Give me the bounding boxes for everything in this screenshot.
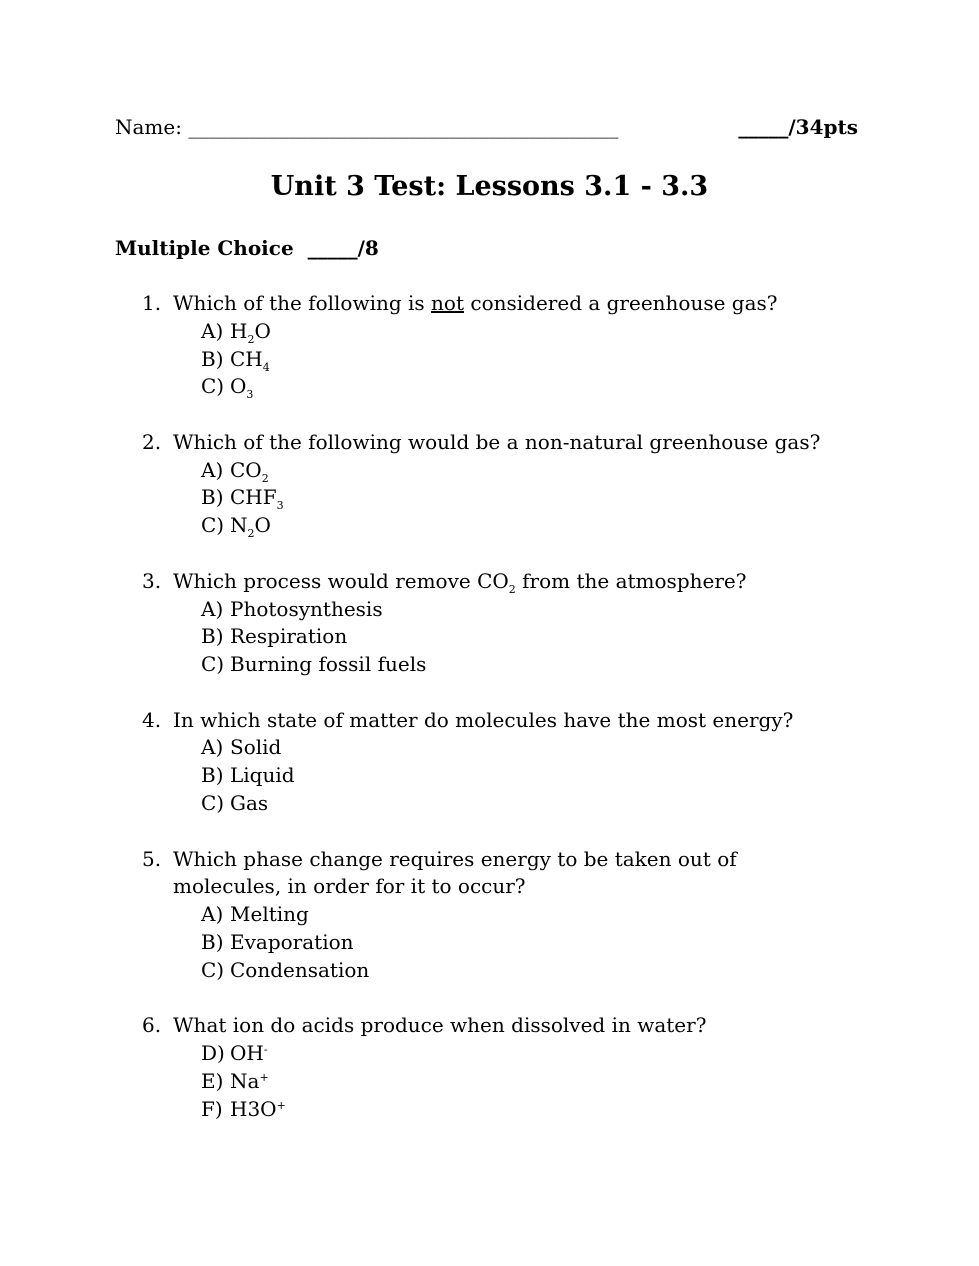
question-number: 3. <box>142 568 162 593</box>
option-list <box>173 1040 842 1123</box>
question-number: 6. <box>142 1013 162 1038</box>
option-a: A) Melting <box>201 902 309 927</box>
total-points: _____/34pts <box>738 115 858 139</box>
question-text: Which of the following is not considered a greenhouse gas? <box>173 291 778 315</box>
option-a: A) $CO_2$ <box>201 457 269 485</box>
question-number: 1. <box>142 291 162 315</box>
section-title: Multiple Choice <box>115 236 294 260</box>
question-number: 5. <box>142 846 162 871</box>
option-e: E) Na+ <box>201 1068 269 1093</box>
option-b: B) Evaporation <box>201 929 354 954</box>
question-text: What ion do acids produce when dissolved in water? <box>173 1013 707 1038</box>
option-c: C) $N_2O$ <box>201 513 271 541</box>
option-c: C) Condensation <box>201 957 370 982</box>
option-b: B) Respiration <box>201 624 348 649</box>
option-b: B) $CH_4$ <box>201 346 270 374</box>
question-2 <box>142 429 842 540</box>
option-list <box>173 596 842 679</box>
emphasis-word: not <box>431 291 465 315</box>
name-line: Name: ___________________________________________ <box>115 115 619 139</box>
option-c: C) $O_3$ <box>201 374 254 402</box>
option-b: B) Liquid <box>201 763 295 788</box>
option-list <box>173 734 842 817</box>
section-heading <box>115 233 379 263</box>
section-score: _____/8 <box>307 236 379 260</box>
option-list <box>173 457 842 540</box>
question-5 <box>142 846 842 985</box>
question-text: Which of the following would be a non-natural greenhouse gas? <box>173 429 821 454</box>
question-number: 4. <box>142 707 162 732</box>
option-c: C) Burning fossil fuels <box>201 652 427 677</box>
option-d: D) OH- <box>201 1040 268 1065</box>
question-text: Which phase change requires energy to be taken out of molecules, in order for it to occur? <box>173 846 737 899</box>
option-f: F) H3O+ <box>201 1096 286 1121</box>
question-4 <box>142 707 842 818</box>
question-text: In which state of matter do molecules have the most energy? <box>173 707 794 732</box>
question-list <box>142 290 842 1151</box>
page-title: Unit 3 Test: Lessons 3.1 - 3.3 <box>270 171 709 202</box>
question-1 <box>142 290 842 401</box>
option-list <box>173 901 842 984</box>
option-list <box>173 318 842 401</box>
question-text: Which process would remove $CO_2$ from the atmosphere? <box>173 568 747 596</box>
option-c: C) Gas <box>201 791 269 816</box>
option-b: B) $CHF_3$ <box>201 485 284 513</box>
option-a: A) Photosynthesis <box>201 596 383 621</box>
option-a: A) $H_2O$ <box>201 318 271 346</box>
question-6 <box>142 1012 842 1123</box>
option-a: A) Solid <box>201 735 282 760</box>
question-number: 2. <box>142 429 162 454</box>
question-3 <box>142 568 842 679</box>
